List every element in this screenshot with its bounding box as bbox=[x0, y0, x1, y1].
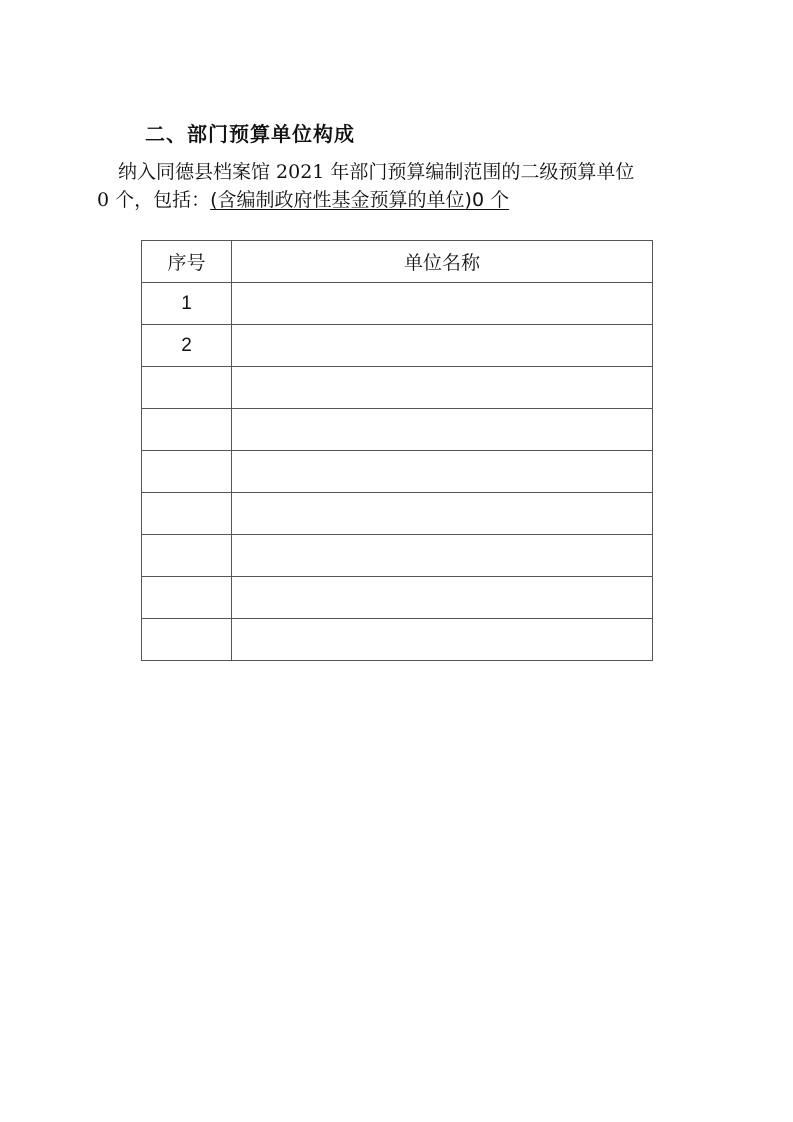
table-row bbox=[142, 577, 653, 619]
table-header-row bbox=[142, 241, 653, 283]
table-row bbox=[142, 493, 653, 535]
header-unit-name: 单位名称 bbox=[232, 241, 653, 283]
table-cell-seq bbox=[142, 619, 232, 661]
table-cell-unit-name bbox=[232, 493, 653, 535]
table-cell-unit-name bbox=[232, 451, 653, 493]
paragraph-line-1: 纳入同德县档案馆 2021 年部门预算编制范围的二级预算单位 bbox=[118, 161, 635, 183]
table-cell-unit-name bbox=[232, 409, 653, 451]
table-row bbox=[142, 535, 653, 577]
table-cell-seq bbox=[142, 493, 232, 535]
section-heading: 二、部门预算单位构成 bbox=[145, 122, 355, 146]
table-cell-seq: 1 bbox=[142, 283, 232, 325]
table-cell-seq bbox=[142, 535, 232, 577]
table-cell-unit-name bbox=[232, 577, 653, 619]
paragraph-line-2-prefix: 0 个，包括： bbox=[97, 189, 211, 211]
paragraph-line-2 bbox=[97, 185, 509, 212]
units-table bbox=[141, 240, 653, 661]
table-cell-seq bbox=[142, 577, 232, 619]
table-cell-unit-name bbox=[232, 283, 653, 325]
table-cell-seq bbox=[142, 409, 232, 451]
table-cell-seq bbox=[142, 451, 232, 493]
header-seq: 序号 bbox=[142, 241, 232, 283]
table-cell-seq bbox=[142, 367, 232, 409]
paragraph-line-2-underlined: (含编制政府性基金预算的单位)0 个 bbox=[210, 189, 510, 211]
table-row bbox=[142, 283, 653, 325]
table-cell-unit-name bbox=[232, 325, 653, 367]
table-row bbox=[142, 409, 653, 451]
table-cell-unit-name bbox=[232, 619, 653, 661]
table-row bbox=[142, 325, 653, 367]
table-cell-unit-name bbox=[232, 535, 653, 577]
table-row bbox=[142, 367, 653, 409]
table-row bbox=[142, 619, 653, 661]
table-cell-unit-name bbox=[232, 367, 653, 409]
table-cell-seq: 2 bbox=[142, 325, 232, 367]
table-row bbox=[142, 451, 653, 493]
